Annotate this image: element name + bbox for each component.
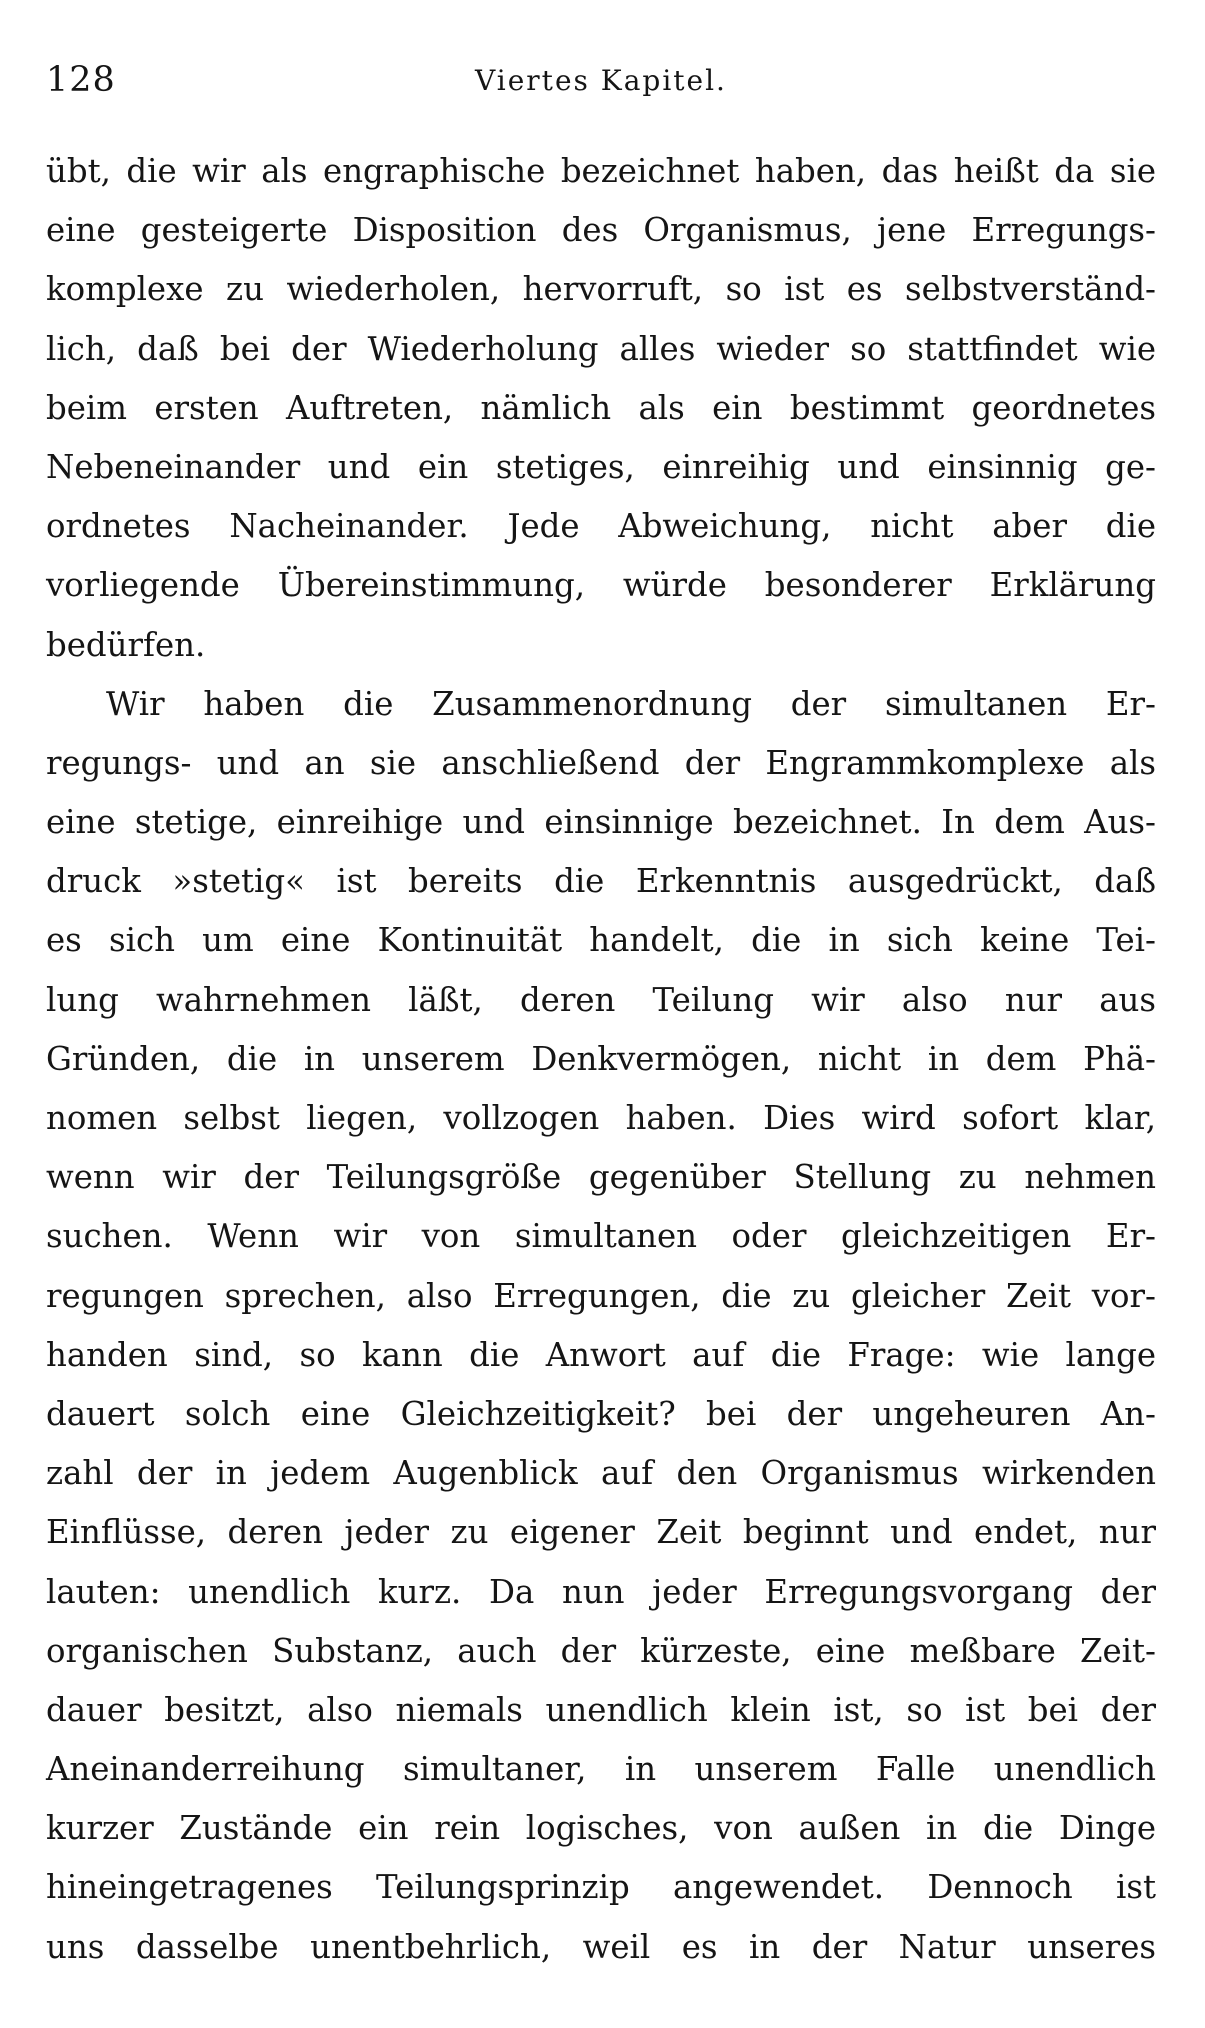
text-line: Gründen, die in unserem Denkvermögen, nicht in dem Phä- bbox=[46, 1039, 1156, 1078]
text-line: wenn wir der Teilungsgröße gegenüber Stellung zu nehmen bbox=[46, 1158, 1156, 1197]
text-line: vorliegende Übereinstimmung, würde besonderer Erklärung bbox=[46, 566, 1156, 605]
text-line: lauten: unendlich kurz. Da nun jeder Erregungsvorgang der bbox=[46, 1572, 1156, 1611]
page-number: 128 bbox=[46, 60, 116, 100]
text-line: suchen. Wenn wir von simultanen oder gleichzeitigen Er- bbox=[46, 1217, 1156, 1256]
paragraph-end-line: bedürfen. bbox=[46, 625, 206, 664]
paragraph-start-line: Wir haben die Zusammenordnung der simultanen Er- bbox=[106, 684, 1156, 723]
text-line: lich, daß bei der Wiederholung alles wieder so stattfindet wie bbox=[46, 329, 1156, 368]
text-line: ordnetes Nacheinander. Jede Abweichung, nicht aber die bbox=[46, 507, 1156, 546]
text-line: komplexe zu wiederholen, hervorruft, so ist es selbstverständ- bbox=[46, 270, 1156, 309]
text-line: organischen Substanz, auch der kürzeste, eine meßbare Zeit- bbox=[46, 1631, 1156, 1670]
text-line: dauert solch eine Gleichzeitigkeit? bei der ungeheuren An- bbox=[46, 1394, 1156, 1433]
text-line: Aneinanderreihung simultaner, in unserem Falle unendlich bbox=[46, 1750, 1156, 1789]
body-text bbox=[46, 142, 1156, 1977]
text-line: regungen sprechen, also Erregungen, die zu gleicher Zeit vor- bbox=[46, 1276, 1156, 1315]
text-line: eine stetige, einreihige und einsinnige bezeichnet. In dem Aus- bbox=[46, 803, 1156, 842]
text-line: zahl der in jedem Augenblick auf den Organismus wirkenden bbox=[46, 1454, 1156, 1493]
text-line: handen sind, so kann die Anwort auf die Frage: wie lange bbox=[46, 1335, 1156, 1374]
running-title: Viertes Kapitel. bbox=[475, 64, 727, 97]
text-line: eine gesteigerte Disposition des Organismus, jene Erregungs- bbox=[46, 211, 1156, 250]
text-line: Nebeneinander und ein stetiges, einreihig und einsinnig ge- bbox=[46, 447, 1156, 486]
text-line: regungs- und an sie anschließend der Engrammkomplexe als bbox=[46, 743, 1156, 782]
text-line: hineingetragenes Teilungsprinzip angewendet. Dennoch ist bbox=[46, 1868, 1156, 1907]
text-line: dauer besitzt, also niemals unendlich klein ist, so ist bei der bbox=[46, 1690, 1156, 1729]
text-line: übt, die wir als engraphische bezeichnet haben, das heißt da sie bbox=[46, 152, 1156, 190]
text-line: uns dasselbe unentbehrlich, weil es in der Natur unseres bbox=[46, 1927, 1156, 1966]
text-line: nomen selbst liegen, vollzogen haben. Dies wird sofort klar, bbox=[46, 1099, 1156, 1137]
page-header bbox=[46, 56, 1156, 106]
text-line: Einflüsse, deren jeder zu eigener Zeit beginnt und endet, nur bbox=[46, 1513, 1156, 1552]
text-line: beim ersten Auftreten, nämlich als ein bestimmt geordnetes bbox=[46, 388, 1156, 427]
text-line: druck »stetig« ist bereits die Erkenntnis ausgedrückt, daß bbox=[46, 862, 1156, 901]
text-line: es sich um eine Kontinuität handelt, die in sich keine Tei- bbox=[46, 921, 1156, 960]
text-line: kurzer Zustände ein rein logisches, von außen in die Dinge bbox=[46, 1809, 1156, 1848]
text-line: lung wahrnehmen läßt, deren Teilung wir also nur aus bbox=[46, 980, 1156, 1019]
